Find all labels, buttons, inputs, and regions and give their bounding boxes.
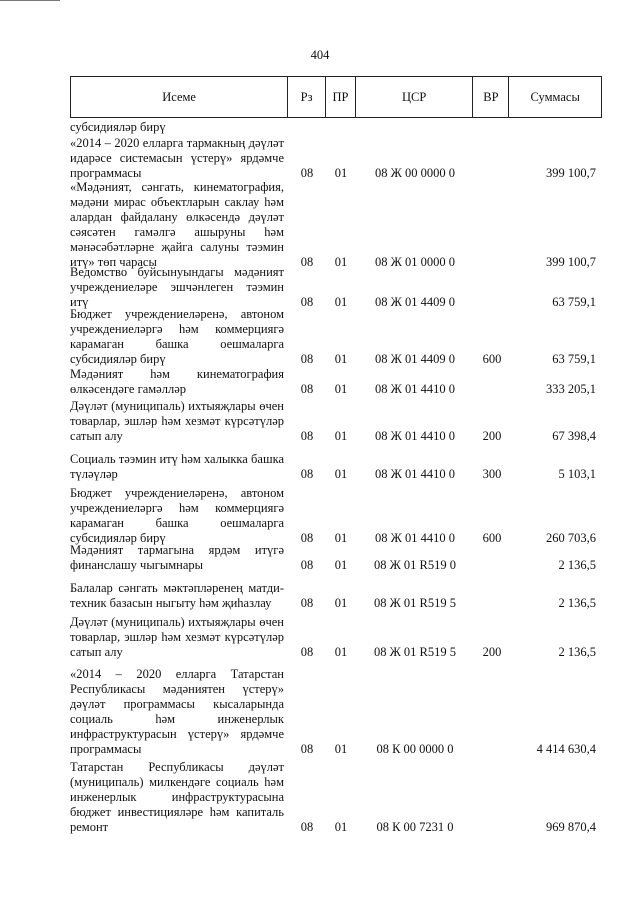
row-rz: 08 xyxy=(300,531,314,545)
row-name: «2014 – 2020 елларга тармакның дәүләт идарәсе системасын үстерү» ярдәмче программасы xyxy=(70,136,284,180)
row-rz: 08 xyxy=(300,295,314,309)
row-name: Мәдәният һәм кинематография өлкәсендәге гамәлләр xyxy=(70,367,284,396)
header-vr: ВР xyxy=(473,77,509,117)
row-sum: 969 870,4 xyxy=(546,820,596,834)
row-sum: 399 100,7 xyxy=(546,255,596,269)
table-row xyxy=(70,180,602,270)
header-pr: ПР xyxy=(326,77,356,117)
row-sum: 333 205,1 xyxy=(546,382,596,396)
row-sum: 67 398,4 xyxy=(552,429,596,443)
table-row xyxy=(70,265,602,310)
header-rz: Рз xyxy=(288,77,326,117)
table-row xyxy=(70,307,602,367)
row-vr: 300 xyxy=(482,467,502,481)
row-csr: 08 Ж 01 4410 0 xyxy=(375,467,455,481)
row-pr: 01 xyxy=(334,558,348,572)
row-name: «Мәдәният, сәнгать, кинематография, мәдәни мирас объектларын саклау һәм алардан файдалану өлкәсендә дәүләт сәясәтен гамәлгә ашыруны һәм мәнәсәбәтләрне җайга салуны тәэмин итү» төп чарасы xyxy=(70,180,284,269)
row-vr: 200 xyxy=(482,645,502,659)
row-rz: 08 xyxy=(300,820,314,834)
row-vr: 600 xyxy=(482,352,502,366)
row-name: Ведомство буйсынуындагы мәдәният учреждениеләре эшчәнлеген тәэмин итү xyxy=(70,265,284,309)
table-row xyxy=(70,486,602,546)
page-number: 404 xyxy=(310,48,330,62)
table-row xyxy=(70,581,602,611)
table-row xyxy=(70,667,602,757)
top-edge-line xyxy=(0,0,60,1)
row-csr: 08 Ж 01 R519 5 xyxy=(373,596,457,610)
row-csr: 08 К 00 0000 0 xyxy=(376,742,454,756)
row-pr: 01 xyxy=(334,531,348,545)
table-row xyxy=(70,615,602,660)
row-csr: 08 Ж 01 R519 5 xyxy=(373,645,457,659)
row-rz: 08 xyxy=(300,558,314,572)
table-row xyxy=(70,367,602,397)
row-name: Бюджет учреждениеләренә, автоном учреждениеләргә һәм коммерциягә карамаган башка оешмаларга субсидияләр бирү xyxy=(70,307,284,366)
row-pr: 01 xyxy=(334,742,348,756)
table-row xyxy=(70,760,602,835)
row-sum: 63 759,1 xyxy=(552,295,596,309)
table-row xyxy=(70,120,602,135)
row-rz: 08 xyxy=(300,429,314,443)
row-name: «2014 – 2020 елларга Татарстан Республикасы мәдәниятен үстерү» дәүләт программасы кысаларында социаль һәм инженерлык инфраструктурасын үстерү» ярдәмче программасы xyxy=(70,667,284,756)
row-pr: 01 xyxy=(334,467,348,481)
row-pr: 01 xyxy=(334,645,348,659)
row-pr: 01 xyxy=(334,166,348,180)
row-rz: 08 xyxy=(300,742,314,756)
row-csr: 08 Ж 01 4409 0 xyxy=(375,352,455,366)
row-vr: 600 xyxy=(482,531,502,545)
row-name: субсидияләр бирү xyxy=(70,120,166,134)
row-sum: 2 136,5 xyxy=(558,596,596,610)
row-csr: 08 Ж 01 R519 0 xyxy=(373,558,457,572)
row-csr: 08 Ж 01 0000 0 xyxy=(375,255,455,269)
table-row xyxy=(70,452,602,482)
row-name: Балалар сәнгать мәктәпләренең матди-техник базасын ныгыту һәм җиһазлау xyxy=(70,581,284,610)
row-pr: 01 xyxy=(334,382,348,396)
row-pr: 01 xyxy=(334,352,348,366)
row-pr: 01 xyxy=(334,820,348,834)
row-name: Дәүләт (муниципаль) ихтыяҗлары өчен товарлар, эшләр һәм хезмәт күрсәтүләр сатып алу xyxy=(70,399,284,443)
row-sum: 2 136,5 xyxy=(558,558,596,572)
row-sum: 399 100,7 xyxy=(546,166,596,180)
row-pr: 01 xyxy=(334,295,348,309)
row-csr: 08 Ж 01 4410 0 xyxy=(375,429,455,443)
row-name: Социаль тәэмин итү һәм халыкка башка түләүләр xyxy=(70,452,284,481)
table-row xyxy=(70,399,602,444)
row-csr: 08 К 00 7231 0 xyxy=(376,820,454,834)
row-name: Бюджет учреждениеләренә, автоном учреждениеләргә һәм коммерциягә карамаган башка оешмаларга субсидияләр бирү xyxy=(70,486,284,545)
row-name: Дәүләт (муниципаль) ихтыяҗлары өчен товарлар, эшләр һәм хезмәт күрсәтүләр сатып алу xyxy=(70,615,284,659)
row-csr: 08 Ж 01 4410 0 xyxy=(375,382,455,396)
row-pr: 01 xyxy=(334,255,348,269)
row-csr: 08 Ж 01 4410 0 xyxy=(375,531,455,545)
row-pr: 01 xyxy=(334,596,348,610)
header-csr: ЦСР xyxy=(356,77,474,117)
header-name: Исеме xyxy=(71,77,288,117)
row-rz: 08 xyxy=(300,255,314,269)
row-rz: 08 xyxy=(300,645,314,659)
row-name: Татарстан Республикасы дәүләт (муниципаль) милкендәге социаль һәм инженерлык инфраструктурасына бюджет инвестицияләре һәм капиталь ремонт xyxy=(70,760,284,834)
row-rz: 08 xyxy=(300,467,314,481)
row-sum: 2 136,5 xyxy=(558,645,596,659)
table-row xyxy=(70,543,602,573)
header-sum: Суммасы xyxy=(530,89,580,104)
table-row xyxy=(70,136,602,181)
table-header xyxy=(70,76,602,118)
row-rz: 08 xyxy=(300,596,314,610)
row-name: Мәдәният тармагына ярдәм итүгә финанслашу чыгымнары xyxy=(70,543,284,572)
row-rz: 08 xyxy=(300,166,314,180)
row-pr: 01 xyxy=(334,429,348,443)
row-csr: 08 Ж 00 0000 0 xyxy=(375,166,455,180)
row-csr: 08 Ж 01 4409 0 xyxy=(375,295,455,309)
budget-table xyxy=(70,76,602,834)
row-sum: 4 414 630,4 xyxy=(536,742,596,756)
row-sum: 5 103,1 xyxy=(558,467,596,481)
row-sum: 260 703,6 xyxy=(546,531,596,545)
row-rz: 08 xyxy=(300,382,314,396)
row-vr: 200 xyxy=(482,429,502,443)
row-sum: 63 759,1 xyxy=(552,352,596,366)
row-rz: 08 xyxy=(300,352,314,366)
